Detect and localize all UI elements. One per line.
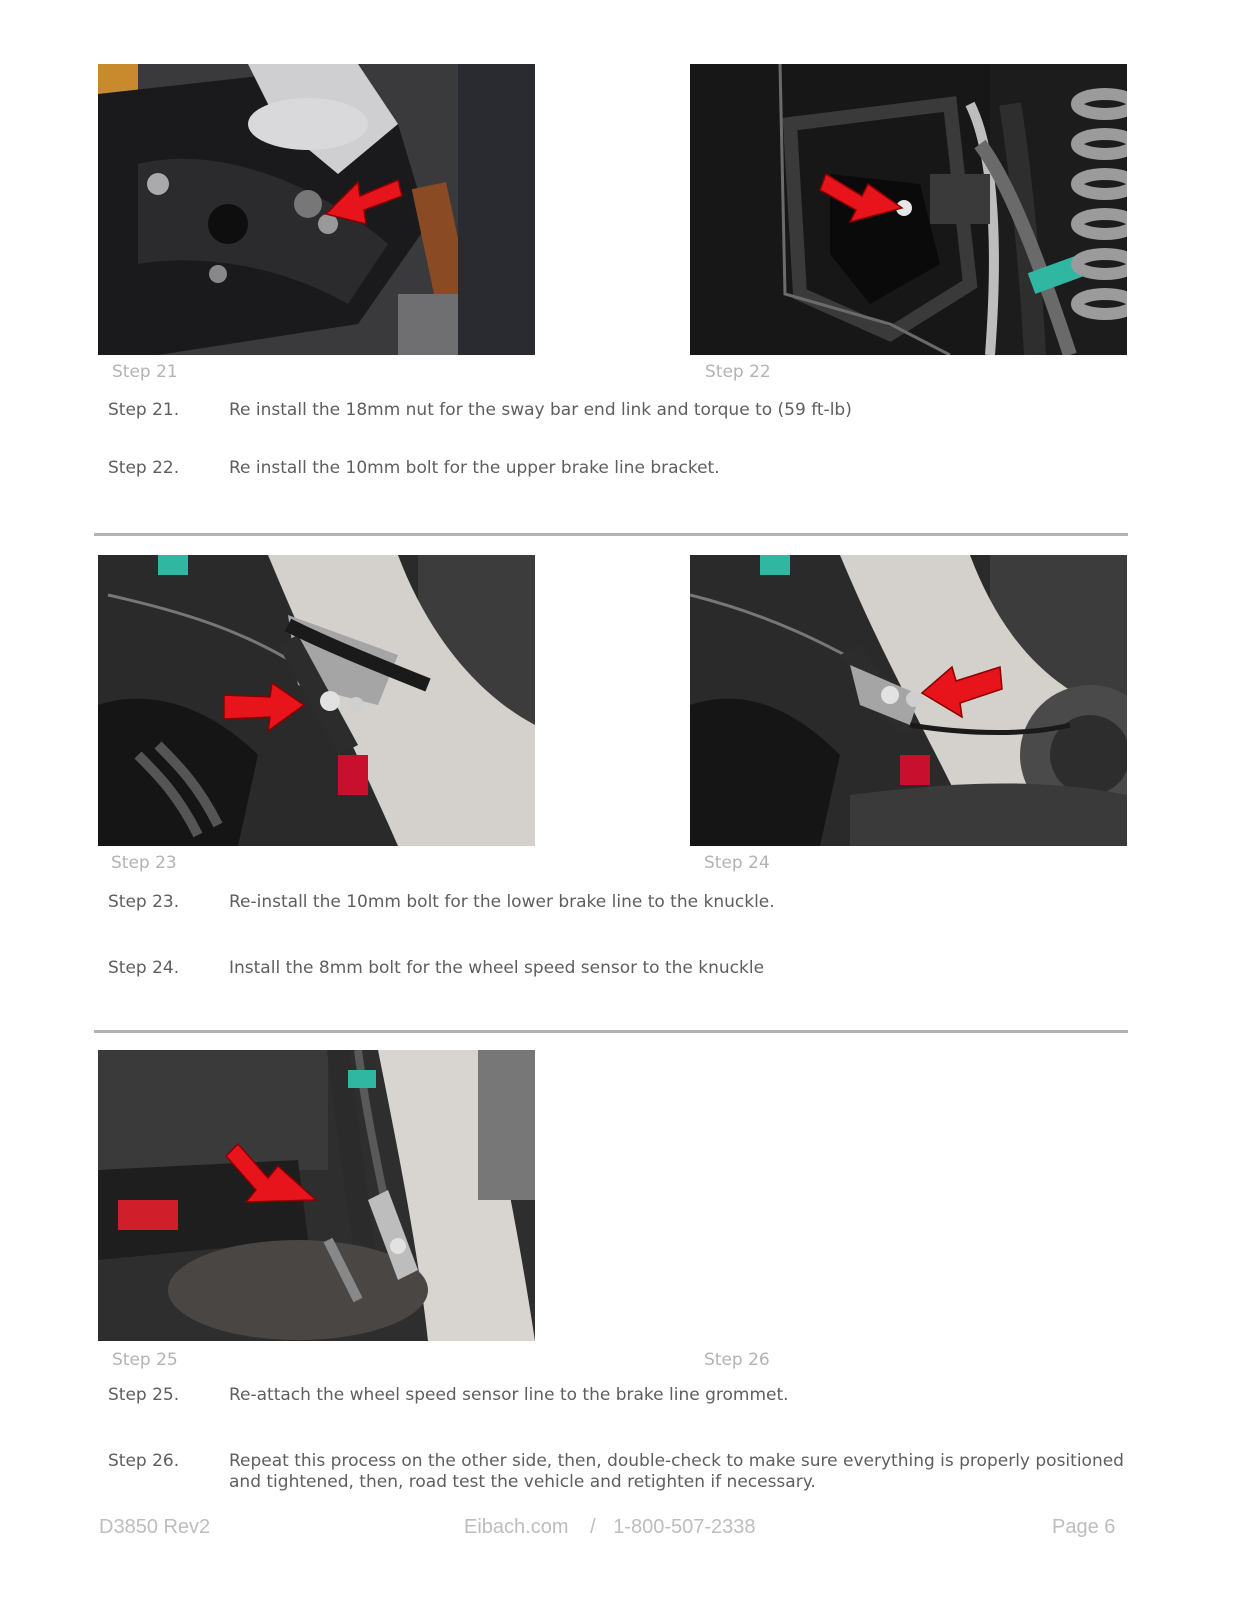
step-label: Step 21.	[108, 400, 180, 420]
step-text: Repeat this process on the other side, then, double-check to make sure everything is properly positioned and tightened, then, road test the vehicle and retighten if necessary.	[229, 1451, 1124, 1492]
photo-caption: Step 22	[705, 362, 771, 382]
step-label: Step 24.	[108, 958, 180, 978]
photo-step-24-image	[690, 555, 1127, 846]
section-divider	[94, 533, 1128, 536]
step-label: Step 26.	[108, 1451, 180, 1471]
step-text: Re install the 10mm bolt for the upper brake line bracket.	[229, 458, 720, 478]
section-divider	[94, 1030, 1128, 1033]
photo-step-25-image	[98, 1050, 535, 1341]
footer-page-number: Page 6	[1052, 1516, 1116, 1538]
photo-caption: Step 26	[704, 1350, 770, 1370]
photo-step-21	[98, 64, 535, 355]
step-text: Re-attach the wheel speed sensor line to the brake line grommet.	[229, 1385, 789, 1405]
step-label: Step 22.	[108, 458, 180, 478]
photo-step-24	[690, 555, 1127, 846]
photo-caption: Step 23	[111, 853, 177, 873]
photo-step-22-image	[690, 64, 1127, 355]
footer-phone: 1-800-507-2338	[613, 1516, 756, 1538]
photo-caption: Step 25	[112, 1350, 178, 1370]
photo-step-23	[98, 555, 535, 846]
photo-caption: Step 21	[112, 362, 178, 382]
step-label: Step 25.	[108, 1385, 180, 1405]
step-text: Re install the 18mm nut for the sway bar end link and torque to (59 ft-lb)	[229, 400, 852, 420]
footer-separator: /	[590, 1516, 596, 1538]
step-text: Re-install the 10mm bolt for the lower brake line to the knuckle.	[229, 892, 775, 912]
photo-step-21-image	[98, 64, 535, 355]
footer-site-link[interactable]: Eibach.com	[464, 1516, 569, 1538]
footer-website[interactable]	[464, 1516, 756, 1539]
step-text: Install the 8mm bolt for the wheel speed sensor to the knuckle	[229, 958, 765, 978]
photo-caption: Step 24	[704, 853, 770, 873]
footer-doc-id: D3850 Rev2	[99, 1516, 211, 1538]
photo-step-22	[690, 64, 1127, 355]
photo-step-23-image	[98, 555, 535, 846]
step-label: Step 23.	[108, 892, 180, 912]
photo-step-25	[98, 1050, 535, 1341]
